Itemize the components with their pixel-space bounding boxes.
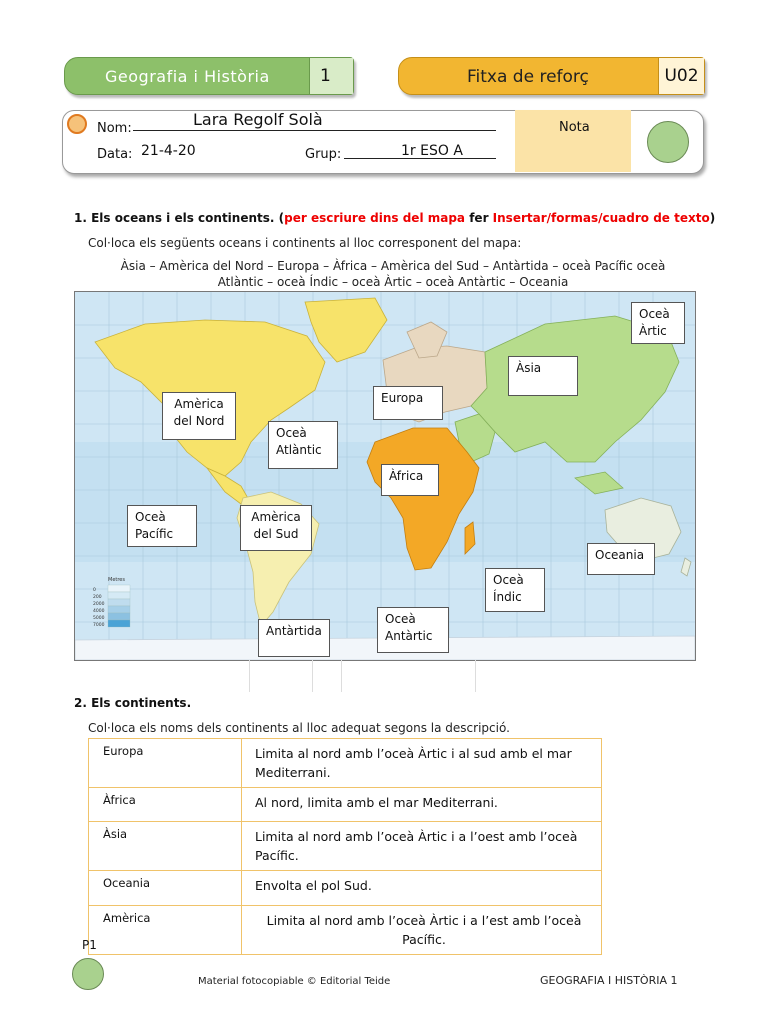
label-africa-text: Àfrica [389, 469, 424, 483]
section2-instruction: Col·loca els noms dels continents al lloc adequat segons la descripció. [88, 721, 510, 735]
label-oceania-text: Oceania [595, 548, 645, 562]
grade-circle [647, 121, 689, 163]
label-antarctica[interactable] [258, 619, 330, 657]
copyright-text: Material fotocopiable © Editorial Teide [198, 976, 391, 987]
legend-value-2: 2000 [93, 602, 105, 607]
section1-title-red2: Insertar/formas/cuadro de texto [492, 211, 710, 225]
continent-name[interactable]: Amèrica [89, 906, 242, 955]
legend-title: Metres [108, 577, 125, 583]
label-south-america[interactable] [240, 505, 312, 551]
label-pacific-line2: Pacífic [135, 527, 174, 541]
label-southern-ocean[interactable] [377, 607, 449, 653]
unit-code: U02 [658, 58, 704, 94]
continent-description: Limita al nord amb l’oceà Àrtic i a l’est amb l’oceà Pacífic. [242, 906, 602, 955]
footer-circle [72, 958, 104, 990]
label-arctic-line1: Oceà [639, 307, 670, 321]
label-southern-line1: Oceà [385, 612, 416, 626]
sheet-title: Fitxa de reforç [467, 67, 589, 87]
course-title: GEOGRAFIA I HISTÒRIA 1 [540, 974, 678, 987]
word-list-line1: Àsia – Amèrica del Nord – Europa – Àfrica – Amèrica del Sud – Antàrtida – oceà Pacífic oceà [120, 259, 666, 273]
name-underline [133, 130, 496, 131]
legend-value-1: 200 [93, 595, 102, 600]
label-southern-line2: Antàrtic [385, 629, 433, 643]
label-europe[interactable] [373, 386, 443, 420]
group-field[interactable]: 1r ESO A [401, 143, 463, 159]
label-indian-line2: Índic [493, 590, 522, 604]
table-row [89, 871, 602, 906]
section1-instruction: Col·loca els següents oceans i continents al lloc corresponent del mapa: [88, 236, 522, 250]
label-europe-text: Europa [381, 391, 424, 405]
label-arctic-ocean[interactable] [631, 302, 685, 344]
label-pacific-ocean[interactable] [127, 505, 197, 547]
subject-number: 1 [309, 58, 353, 94]
section1-title-prefix: 1. Els oceans i els continents. ( [74, 211, 285, 225]
section1-title-mid: fer [465, 211, 493, 225]
label-north-america[interactable] [162, 392, 236, 440]
label-indian-line1: Oceà [493, 573, 524, 587]
label-africa[interactable] [381, 464, 439, 496]
subject-header [64, 57, 354, 95]
continent-name[interactable]: Àfrica [89, 788, 242, 822]
label-north-america-line2: del Nord [173, 414, 225, 428]
word-list-line2: Atlàntic – oceà Índic – oceà Àrtic – oceà Antàrtic – Oceania [217, 275, 569, 289]
label-atlantic-ocean[interactable] [268, 421, 338, 469]
legend-value-0: 0 [93, 588, 96, 593]
continent-name[interactable]: Oceania [89, 871, 242, 906]
label-atlantic-line2: Atlàntic [276, 443, 322, 457]
sheet-header [398, 57, 705, 95]
label-atlantic-line1: Oceà [276, 426, 307, 440]
continent-description: Limita al nord amb l’oceà Àrtic i al sud amb el mar Mediterrani. [242, 739, 602, 788]
section1-title-suffix: ) [709, 211, 716, 225]
continent-name[interactable]: Europa [89, 739, 242, 788]
section1-title-red1: per escriure dins del mapa [284, 211, 466, 225]
label-north-america-line1: Amèrica [174, 397, 224, 411]
section2-title: 2. Els continents. [74, 696, 192, 710]
section1-title [74, 211, 715, 225]
label-asia-text: Àsia [516, 361, 542, 375]
label-indian-ocean[interactable] [485, 568, 545, 612]
table-row [89, 822, 602, 871]
label-oceania[interactable] [587, 543, 655, 575]
name-label: Nom: [97, 121, 132, 136]
label-arctic-line2: Àrtic [639, 324, 667, 338]
table-row [89, 788, 602, 822]
continents-table [88, 738, 602, 955]
legend-value-3: 4000 [93, 609, 105, 614]
name-field[interactable]: Lara Regolf Solà [193, 110, 323, 129]
continent-description: Limita al nord amb l’oceà Àrtic i a l’oest amb l’oceà Pacífic. [242, 822, 602, 871]
subject-title: Geografia i Història [105, 67, 270, 86]
textbox-remnant [249, 660, 313, 692]
continent-description: Envolta el pol Sud. [242, 871, 602, 906]
legend-value-4: 5000 [93, 616, 105, 621]
label-antarctica-text: Antàrtida [266, 624, 322, 638]
legend-value-5: 7000 [93, 623, 105, 628]
label-south-america-line2: del Sud [253, 527, 299, 541]
label-pacific-line1: Oceà [135, 510, 166, 524]
page-number: P1 [82, 938, 97, 952]
grade-label: Nota [559, 120, 590, 135]
textbox-remnant [341, 660, 476, 692]
bullet-circle-icon [67, 114, 87, 134]
label-south-america-line1: Amèrica [251, 510, 301, 524]
continent-name[interactable]: Àsia [89, 822, 242, 871]
table-row [89, 739, 602, 788]
group-label: Grup: [305, 147, 342, 162]
label-asia[interactable] [508, 356, 578, 396]
date-label: Data: [97, 147, 133, 162]
table-row [89, 906, 602, 955]
world-map [74, 291, 696, 661]
date-field[interactable]: 21-4-20 [141, 143, 196, 159]
continent-description: Al nord, limita amb el mar Mediterrani. [242, 788, 602, 822]
